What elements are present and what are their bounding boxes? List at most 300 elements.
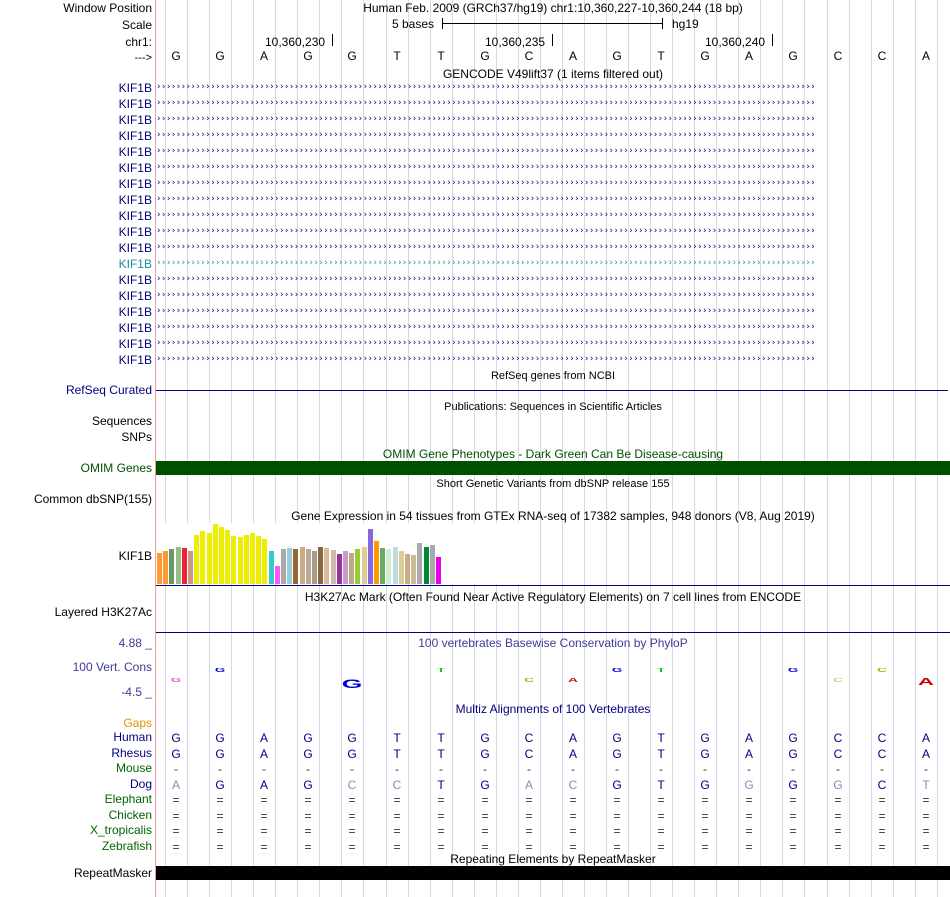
alignment-base: = [260,839,268,854]
alignment-base: = [745,824,753,838]
alignment-base: = [745,808,753,823]
gtex-bar[interactable] [430,545,435,584]
alignment-base: A [171,777,180,792]
gtex-bar[interactable] [176,547,181,584]
position-info: Human Feb. 2009 (GRCh37/hg19) chr1:10,360,227-10,360,244 (18 bp) [363,1,743,15]
gtex-bar[interactable] [411,555,416,584]
alignment-base: = [260,824,268,838]
gtex-bar[interactable] [244,535,249,584]
alignment-base: G [215,777,225,792]
refseq-track-label[interactable]: RefSeq Curated [65,383,152,397]
gtex-bar[interactable] [355,549,360,584]
alignment-base: = [745,793,753,807]
alignment-base: = [393,839,401,854]
alignment-base: A [259,746,268,761]
dna-base: A [259,49,268,63]
alignment-base: = [437,839,445,854]
assembly-text: hg19 [672,17,699,31]
alignment-base: = [348,824,356,838]
alignment-base: G [171,746,181,761]
conservation-letter[interactable]: G [787,668,799,674]
repeatmasker-track-title: Repeating Elements by RepeatMasker [450,852,656,866]
alignment-base: - [350,762,354,776]
gtex-bar[interactable] [393,547,398,584]
alignment-base: = [172,793,180,807]
gene-label-kif1b[interactable]: KIF1B [118,225,152,239]
h3k27ac-baseline [156,632,950,633]
alignment-base: = [613,824,621,838]
gtex-bar[interactable] [293,549,298,584]
alignment-base: C [833,731,843,745]
ruler-tick-mark [772,34,773,46]
alignment-base: = [701,808,709,823]
gtex-bar[interactable] [362,547,367,584]
alignment-base: - [218,762,222,776]
publications-track-title: Publications: Sequences in Scientific Articles [444,401,662,413]
alignment-base: = [304,839,312,854]
gene-arrow-line[interactable]: ›››››››››››››››››››››››››››››››››››››››››››››››››››››››››››››››››››››››››››››››››››››››››››››››››››››››››››››››››››››››››››››››››››››› [156,130,816,140]
alignment-base: G [700,777,710,792]
alignment-base: C [347,777,357,792]
alignment-base: - [703,762,707,776]
alignment-base: = [878,793,886,807]
alignment-base: G [788,746,798,761]
alignment-base: = [481,793,489,807]
conservation-letter[interactable]: C [833,678,843,684]
gene-arrow-line[interactable]: ›››››››››››››››››››››››››››››››››››››››››››››››››››››››››››››››››››››››››››››››››››››››››››››››››››››››››››››››››››››››››››››››››››››› [156,194,816,204]
alignment-base: = [569,824,577,838]
ruler-tick-label: 10,360,240 [705,35,766,49]
alignment-base: G [612,746,622,761]
scale-bar [442,23,663,24]
alignment-base: = [701,839,709,854]
gtex-bar[interactable] [207,533,212,584]
gene-label-kif1b[interactable]: KIF1B [118,177,152,191]
alignment-base: = [348,808,356,823]
alignment-base: - [395,762,399,776]
conservation-letter[interactable]: G [341,677,363,691]
alignment-base: = [613,808,621,823]
gene-label-kif1b[interactable]: KIF1B [118,97,152,111]
alignment-base: T [393,731,401,745]
alignment-base: A [744,746,753,761]
gene-label-kif1b[interactable]: KIF1B [118,209,152,223]
gene-arrow-line[interactable]: ›››››››››››››››››››››››››››››››››››››››››››››››››››››››››››››››››››››››››››››››››››››››››››››››››››››››››››››››››››››››››››››››››››››› [156,306,816,316]
alignment-base: = [393,824,401,838]
cons-max-label: 4.88 _ [118,636,152,650]
gene-label-kif1b[interactable]: KIF1B [118,161,152,175]
gene-label-kif1b[interactable]: KIF1B [118,321,152,335]
alignment-base: G [612,777,622,792]
gene-arrow-line[interactable]: ›››››››››››››››››››››››››››››››››››››››››››››››››››››››››››››››››››››››››››››››››››››››››››››››››››››››››››››››››››››››››››››››››››››› [156,226,816,236]
gtex-bar[interactable] [256,536,261,584]
gene-label-kif1b[interactable]: KIF1B [118,337,152,351]
alignment-base: C [524,746,534,761]
gtex-bar[interactable] [331,550,336,584]
gtex-bar[interactable] [337,554,342,584]
alignment-base: - [527,762,531,776]
gene-label-kif1b[interactable]: KIF1B [118,145,152,159]
conservation-letter[interactable]: G [214,668,226,674]
gencode-track-title: GENCODE V49lift37 (1 items filtered out) [442,67,664,81]
alignment-base: G [612,731,622,745]
gtex-bar[interactable] [306,549,311,584]
species-label[interactable]: Human [113,730,152,744]
ruler-tick-mark [552,34,553,46]
alignment-base: C [392,777,402,792]
gtex-bar[interactable] [374,541,379,584]
gtex-bar[interactable] [275,566,280,584]
alignment-base: = [437,824,445,838]
alignment-base: T [922,777,930,792]
gene-arrow-line[interactable]: ›››››››››››››››››››››››››››››››››››››››››››››››››››››››››››››››››››››››››››››››››››››››››››››››››››››››››››››››››››››››››››››››››››››› [156,322,816,332]
conservation-letter[interactable]: A [568,678,578,684]
alignment-base: = [701,793,709,807]
alignment-base: A [259,731,268,745]
alignment-base: = [216,839,224,854]
conservation-letter[interactable]: G [611,668,623,674]
alignment-base: C [833,746,843,761]
alignment-base: G [788,777,798,792]
alignment-base: G [480,777,490,792]
alignment-base: = [657,808,665,823]
alignment-base: = [172,808,180,823]
gene-label-kif1b[interactable]: KIF1B [118,81,152,95]
repeatmasker-track-label[interactable]: RepeatMasker [73,866,152,880]
species-label[interactable]: X_tropicalis [89,823,152,837]
alignment-base: - [571,762,575,776]
gene-label-kif1b[interactable]: KIF1B [118,193,152,207]
gtex-bar[interactable] [163,551,168,584]
alignment-base: T [657,731,665,745]
alignment-base: = [172,839,180,854]
alignment-base: = [878,808,886,823]
alignment-base: - [836,762,840,776]
gene-arrow-line[interactable]: ›››››››››››››››››››››››››››››››››››››››››››››››››››››››››››››››››››››››››››››››››››››››››››››››››››››››››››››››››››››››››››››››››››››› [156,242,816,252]
alignment-base: = [525,793,533,807]
h3k27ac-track-label[interactable]: Layered H3K27Ac [54,605,152,619]
scale-label: Scale [121,18,152,32]
gene-arrow-line[interactable]: ›››››››››››››››››››››››››››››››››››››››››››››››››››››››››››››››››››››››››››››››››››››››››››››››››››››››››››››››››››››››››››››››››››››› [156,178,816,188]
species-label[interactable]: Zebrafish [101,838,152,853]
gtex-bar[interactable] [194,535,199,584]
dna-base: G [788,49,798,63]
dna-base: A [921,49,930,63]
alignment-base: A [921,731,930,745]
alignment-base: - [747,762,751,776]
gtex-bar[interactable] [318,547,323,584]
alignment-base: = [922,824,930,838]
gene-arrow-line[interactable]: ›››››››››››››››››››››››››››››››››››››››››››››››››››››››››››››››››››››››››››››››››››››››››››››››››››››››››››››››››››››››››››››››››››››› [156,290,816,300]
alignment-base: G [303,746,313,761]
omim-track-label[interactable]: OMIM Genes [80,461,152,475]
gaps-label: Gaps [123,716,152,730]
dna-base: C [524,49,534,63]
alignment-base: G [700,746,710,761]
alignment-base: = [569,839,577,854]
species-label[interactable]: Rhesus [111,745,152,760]
alignment-base: = [701,824,709,838]
dna-base: G [480,49,490,63]
dna-base: T [437,49,445,63]
gtex-bar[interactable] [182,548,187,584]
gene-label-kif1b[interactable]: KIF1B [118,289,152,303]
alignment-base: = [657,839,665,854]
dna-base: C [877,49,887,63]
gene-label-kif1b[interactable]: KIF1B [118,305,152,319]
alignment-base: - [306,762,310,776]
alignment-base: = [657,824,665,838]
alignment-base: - [659,762,663,776]
alignment-base: C [877,777,887,792]
alignment-base: T [393,746,401,761]
alignment-base: = [878,824,886,838]
alignment-base: = [481,839,489,854]
gtex-bar[interactable] [405,554,410,584]
gtex-bar[interactable] [417,543,422,584]
alignment-base: T [657,746,665,761]
gene-arrow-line[interactable]: ›››››››››››››››››››››››››››››››››››››››››››››››››››››››››››››››››››››››››››››››››››››››››››››››››››››››››››››››››››››››››››››››››››››› [156,354,816,364]
species-label[interactable]: Chicken [108,807,152,822]
ruler-tick-mark [332,34,333,46]
gtex-track-label[interactable]: KIF1B [118,549,152,563]
gtex-bar[interactable] [200,531,205,584]
gene-arrow-line[interactable]: ›››››››››››››››››››››››››››››››››››››››››››››››››››››››››››››››››››››››››››››››››››››››››››››››››››››››››››››››››››››››››››››››››››››› [156,146,816,156]
dna-base: G [171,49,181,63]
gtex-bar[interactable] [386,549,391,584]
track-label-panel [0,0,155,897]
alignment-base: = [745,839,753,854]
alignment-base: C [877,731,887,745]
gtex-bar[interactable] [157,553,162,584]
gene-label-kif1b[interactable]: KIF1B [118,129,152,143]
conservation-letter[interactable]: C [524,678,534,684]
alignment-base: - [174,762,178,776]
alignment-base: = [260,793,268,807]
alignment-base: = [613,839,621,854]
scale-text: 5 bases [392,17,435,31]
alignment-base: = [481,824,489,838]
omim-track-title: OMIM Gene Phenotypes - Dark Green Can Be Disease-causing [382,447,724,461]
alignment-base: C [877,746,887,761]
sequences-track-label[interactable]: Sequences [91,414,152,428]
alignment-base: = [922,793,930,807]
alignment-base: A [568,731,577,745]
alignment-base: T [437,746,445,761]
alignment-base: G [215,746,225,761]
gene-arrow-line[interactable]: ›››››››››››››››››››››››››››››››››››››››››››››››››››››››››››››››››››››››››››››››››››››››››››››››››››››››››››››››››››››››››››››››››››››› [156,258,816,268]
gtex-bar[interactable] [436,557,441,584]
gtex-bar[interactable] [281,549,286,584]
gene-arrow-line[interactable]: ›››››››››››››››››››››››››››››››››››››››››››››››››››››››››››››››››››››››››››››››››››››››››››››››››››››››››››››››››››››››››››››››››››››› [156,210,816,220]
alignment-base: = [789,824,797,838]
scale-bar-left-cap [442,18,443,29]
dna-base: A [744,49,753,63]
alignment-base: A [259,777,268,792]
gtex-bar[interactable] [262,539,267,584]
alignment-base: = [569,808,577,823]
alignment-base: G [347,731,357,745]
gtex-bar[interactable] [424,547,429,584]
alignment-base: = [437,808,445,823]
alignment-base: C [568,777,578,792]
cons-min-label: -4.5 _ [121,685,152,699]
alignment-base: T [437,731,445,745]
alignment-base: A [524,777,533,792]
dna-base: A [568,49,577,63]
gene-arrow-line[interactable]: ›››››››››››››››››››››››››››››››››››››››››››››››››››››››››››››››››››››››››››››››››››››››››››››››››››››››››››››››››››››››››››››››››››››› [156,162,816,172]
conservation-track-label[interactable]: 100 Vert. Cons [72,660,152,674]
dna-base: G [347,49,357,63]
gtex-bar[interactable] [349,553,354,584]
gene-arrow-line[interactable]: ›››››››››››››››››››››››››››››››››››››››››››››››››››››››››››››››››››››››››››››››››››››››››››››››››››››››››››››››››››››››››››››››››››››› [156,82,816,92]
gtex-bar[interactable] [219,527,224,584]
alignment-base: G [303,777,313,792]
alignment-base: = [172,824,180,838]
multiz-track-title: Multiz Alignments of 100 Vertebrates [455,702,651,716]
gtex-bar[interactable] [238,537,243,584]
alignment-base: = [437,793,445,807]
gtex-bar[interactable] [368,529,373,584]
alignment-base: = [260,808,268,823]
gtex-bar[interactable] [399,551,404,584]
omim-feature-bar[interactable] [156,461,950,475]
alignment-base: = [525,808,533,823]
gtex-bar[interactable] [287,548,292,584]
gtex-bar[interactable] [213,524,218,584]
alignment-base: G [171,731,181,745]
gtex-bar[interactable] [312,551,317,584]
alignment-base: = [304,808,312,823]
alignment-base: C [524,731,534,745]
conservation-letter[interactable]: G [170,678,182,684]
alignment-base: = [348,839,356,854]
gene-label-kif1b[interactable]: KIF1B [118,353,152,367]
dna-base: C [833,49,843,63]
alignment-base: = [834,839,842,854]
alignment-base: - [791,762,795,776]
alignment-base: G [788,731,798,745]
conservation-track-title: 100 vertebrates Basewise Conservation by PhyloP [418,636,688,650]
alignment-base: G [215,731,225,745]
gtex-track-title: Gene Expression in 54 tissues from GTEx RNA-seq of 17382 samples, 948 donors (V8, Aug 2019) [291,509,815,523]
alignment-base: - [262,762,266,776]
refseq-gene-line[interactable] [156,390,948,391]
alignment-base: - [615,762,619,776]
alignment-base: G [833,777,843,792]
alignment-base: G [347,746,357,761]
alignment-base: T [657,777,665,792]
h3k27ac-track-title: H3K27Ac Mark (Often Found Near Active Regulatory Elements) on 7 cell lines from ENCODE [304,590,802,604]
alignment-base: - [880,762,884,776]
dna-base: T [657,49,665,63]
gene-arrow-line[interactable]: ›››››››››››››››››››››››››››››››››››››››››››››››››››››››››››››››››››››››››››››››››››››››››››››››››››››››››››››››››››››››››››››››››››››› [156,114,816,124]
gtex-bar[interactable] [300,547,305,584]
gtex-bar[interactable] [324,548,329,584]
refseq-track-title: RefSeq genes from NCBI [490,370,616,382]
conservation-letter[interactable]: A [918,677,934,688]
alignment-base: - [483,762,487,776]
alignment-base: = [834,793,842,807]
gene-label-kif1b[interactable]: KIF1B [118,273,152,287]
repeatmasker-feature-bar[interactable] [156,866,950,880]
gtex-bar[interactable] [250,533,255,584]
alignment-base: = [304,824,312,838]
alignment-base: A [568,746,577,761]
gtex-bar[interactable] [269,551,274,584]
alignment-base: = [216,793,224,807]
dna-base: T [393,49,401,63]
alignment-base: T [437,777,445,792]
alignment-base: G [700,731,710,745]
conservation-plot[interactable] [156,650,950,698]
gtex-expression-chart[interactable] [156,523,536,584]
alignment-base: - [439,762,443,776]
gene-label-kif1b[interactable]: KIF1B [118,241,152,255]
alignment-base: = [393,808,401,823]
alignment-base: = [657,793,665,807]
gtex-bar[interactable] [225,530,230,584]
conservation-letter[interactable]: T [436,668,446,674]
gtex-bar[interactable] [169,549,174,584]
dbsnp-track-label[interactable]: Common dbSNP(155) [33,492,152,506]
alignment-base: = [216,808,224,823]
alignment-base: = [922,839,930,854]
alignment-base: = [834,824,842,838]
snps-track-label[interactable]: SNPs [121,430,152,444]
alignment-base: = [789,839,797,854]
species-label[interactable]: Mouse [115,761,152,775]
conservation-letter[interactable]: T [656,668,666,674]
alignment-base: G [744,777,754,792]
window-position-label: Window Position [63,1,152,15]
gtex-bar[interactable] [231,536,236,584]
gtex-bar[interactable] [188,551,193,584]
species-label[interactable]: Elephant [104,792,152,806]
gene-arrow-line[interactable]: ›››››››››››››››››››››››››››››››››››››››››››››››››››››››››››››››››››››››››››››››››››››››››››››››››››››››››››››››››››››››››››››››››››››› [156,98,816,108]
conservation-letter[interactable]: C [877,668,887,674]
gtex-bar[interactable] [380,548,385,584]
dna-base: G [303,49,313,63]
gene-arrow-line[interactable]: ›››››››››››››››››››››››››››››››››››››››››››››››››››››››››››››››››››››››››››››››››››››››››››››››››››››››››››››››››››››››››››››››››››››› [156,274,816,284]
dna-base: G [612,49,622,63]
species-label[interactable]: Dog [129,776,152,791]
alignment-base: = [393,793,401,807]
gtex-baseline [156,585,950,586]
alignment-base: A [744,731,753,745]
alignment-base: = [878,839,886,854]
gene-label-kif1b[interactable]: KIF1B [118,257,152,271]
alignment-base: = [922,808,930,823]
dbsnp-track-title: Short Genetic Variants from dbSNP release 155 [436,478,670,490]
alignment-base: G [480,746,490,761]
chr-label: chr1: [125,35,152,49]
gene-label-kif1b[interactable]: KIF1B [118,113,152,127]
gtex-bar[interactable] [343,551,348,584]
alignment-base: = [834,808,842,823]
alignment-base: = [481,808,489,823]
alignment-base: = [789,793,797,807]
ruler-tick-label: 10,360,235 [485,35,546,49]
alignment-base: - [924,762,928,776]
gene-arrow-line[interactable]: ›››››››››››››››››››››››››››››››››››››››››››››››››››››››››››››››››››››››››››››››››››››››››››››››››››››››››››››››››››››››››››››››››››››› [156,338,816,348]
alignment-base: = [789,808,797,823]
alignment-base: = [569,793,577,807]
dna-base: G [215,49,225,63]
alignment-base: = [613,793,621,807]
ruler-tick-label: 10,360,230 [265,35,326,49]
alignment-base: G [480,731,490,745]
